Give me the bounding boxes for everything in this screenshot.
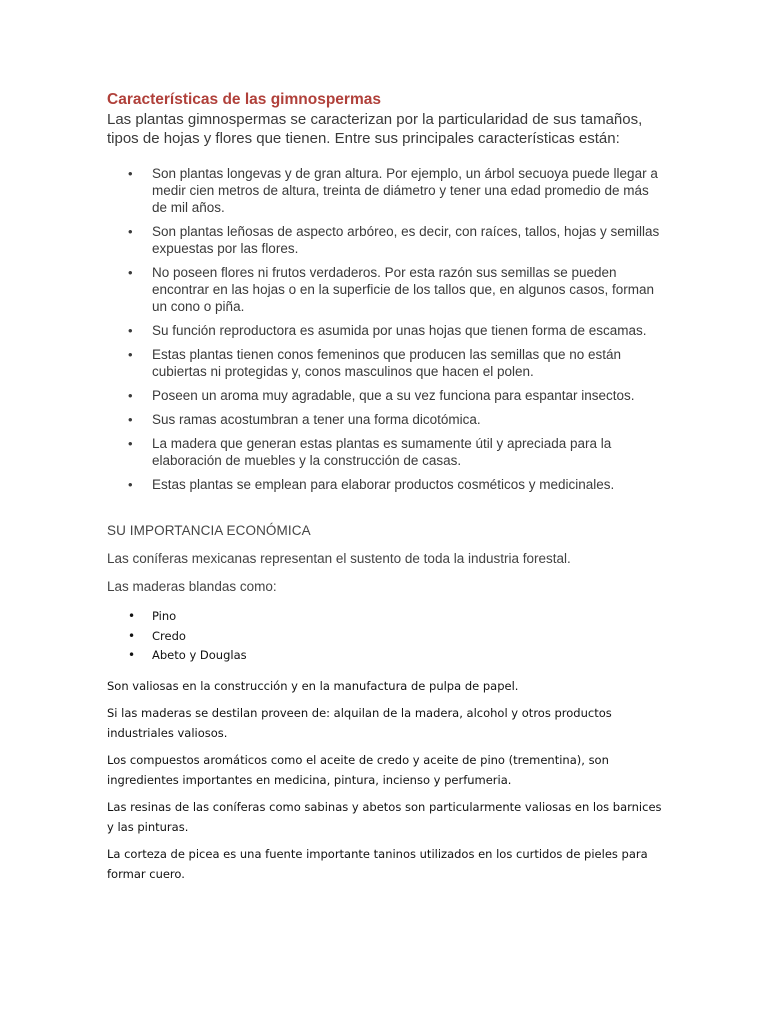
- bullet-icon: •: [128, 628, 136, 643]
- body-paragraph: Las resinas de las coníferas como sabinas y abetos son particularmente valiosas en los barnices y las pinturas.: [107, 800, 662, 834]
- bullet-icon: •: [128, 347, 133, 362]
- list-item: [107, 476, 667, 493]
- list-item-text: Estas plantas se emplean para elaborar productos cosméticos y medicinales.: [152, 477, 615, 492]
- list-item: [107, 322, 667, 339]
- list-item: [107, 627, 667, 647]
- bullet-icon: •: [128, 388, 133, 403]
- list-item-text: Son plantas leñosas de aspecto arbóreo, es decir, con raíces, tallos, hojas y semillas expuestas por las flores.: [152, 224, 660, 256]
- body-paragraph: Si las maderas se destilan proveen de: alquilan de la madera, alcohol y otros productos industriales valiosos.: [107, 706, 612, 740]
- woods-list: [107, 607, 667, 666]
- bullet-icon: •: [128, 477, 133, 492]
- body-paragraph: La corteza de picea es una fuente importante taninos utilizados en los curtidos de pieles para formar cuero.: [107, 847, 648, 881]
- list-item: [107, 264, 667, 315]
- bullet-icon: •: [128, 265, 133, 280]
- bullet-icon: •: [128, 436, 133, 451]
- list-item: [107, 646, 667, 666]
- intro-paragraph: Las plantas gimnospermas se caracterizan por la particularidad de sus tamaños, tipos de hojas y flores que tienen. Entre sus principales características están:: [107, 111, 643, 147]
- page-heading: Características de las gimnospermas: [107, 91, 381, 108]
- list-item: [107, 387, 667, 404]
- bullet-icon: •: [128, 166, 133, 181]
- features-list: [107, 165, 667, 493]
- list-item-text: Abeto y Douglas: [152, 648, 247, 662]
- bullet-icon: •: [128, 412, 133, 427]
- body-paragraph: Los compuestos aromáticos como el aceite de credo y aceite de pino (trementina), son ingredientes importantes en medicina, pintura, incienso y perfumeria.: [107, 753, 609, 787]
- document-page: [107, 90, 667, 884]
- list-item-text: Poseen un aroma muy agradable, que a su vez funciona para espantar insectos.: [152, 388, 635, 403]
- list-item: [107, 346, 667, 380]
- list-item-text: Su función reproductora es asumida por unas hojas que tienen forma de escamas.: [152, 323, 647, 338]
- list-item-text: No poseen flores ni frutos verdaderos. Por esta razón sus semillas se pueden encontrar en las hojas o en la superficie de los tallos que, en algunos casos, forman un cono o piña.: [152, 265, 655, 314]
- coniferas-paragraph: Las coníferas mexicanas representan el sustento de toda la industria forestal.: [107, 551, 571, 566]
- list-item-text: Pino: [152, 609, 177, 623]
- list-item: [107, 165, 667, 216]
- bullet-icon: •: [128, 609, 136, 623]
- list-item-text: Credo: [152, 628, 186, 643]
- bullet-icon: •: [128, 648, 136, 662]
- list-item-text: La madera que generan estas plantas es sumamente útil y apreciada para la elaboración de muebles y la construcción de casas.: [152, 436, 612, 468]
- list-item-text: Estas plantas tienen conos femeninos que producen las semillas que no están cubiertas ni protegidas y, conos masculinos que hacen el polen.: [152, 347, 622, 379]
- list-item: [107, 435, 667, 469]
- list-item: [107, 223, 667, 257]
- list-item-text: Son plantas longevas y de gran altura. Por ejemplo, un árbol secuoya puede llegar a medir cien metros de altura, treinta de diámetro y tener una edad promedio de más de mil años.: [152, 166, 658, 215]
- list-item: [107, 607, 667, 627]
- bullet-icon: •: [128, 224, 133, 239]
- body-paragraph: Son valiosas en la construcción y en la manufactura de pulpa de papel.: [107, 678, 519, 693]
- bullet-icon: •: [128, 323, 133, 338]
- list-item-text: Sus ramas acostumbran a tener una forma dicotómica.: [152, 412, 481, 427]
- section-title: SU IMPORTANCIA ECONÓMICA: [107, 523, 311, 538]
- list-item: [107, 411, 667, 428]
- maderas-paragraph: Las maderas blandas como:: [107, 579, 277, 594]
